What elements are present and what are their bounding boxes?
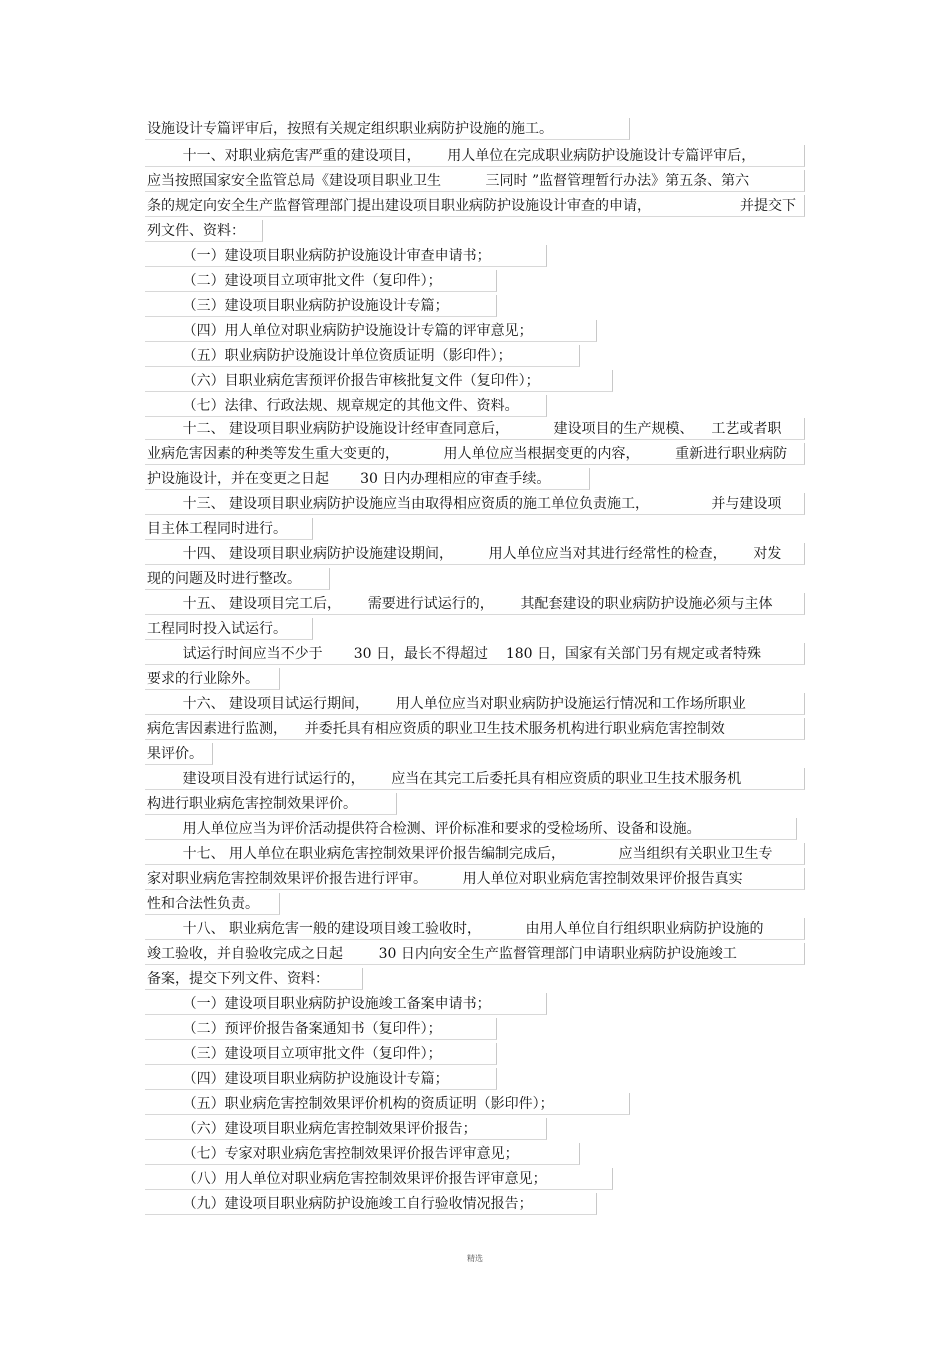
paragraph-line: 十七、 用人单位在职业病危害控制效果评价报告编制完成后， 应当组织有关职业卫生专 bbox=[145, 843, 805, 865]
paragraph-line: 十四、 建设项目职业病防护设施建设期间， 用人单位应当对其进行经常性的检查， 对发 bbox=[145, 543, 805, 565]
paragraph-line: （七）法律、行政法规、规章规定的其他文件、资料。 bbox=[145, 395, 547, 417]
paragraph-line: （四）建设项目职业病防护设施设计专篇； bbox=[145, 1068, 497, 1090]
paragraph-line: 十三、 建设项目职业病防护设施应当由取得相应资质的施工单位负责施工， 并与建设项 bbox=[145, 493, 805, 515]
paragraph-line: （一）建设项目职业病防护设施竣工备案申请书； bbox=[145, 993, 547, 1015]
paragraph-line: （六）建设项目职业病危害控制效果评价报告； bbox=[145, 1118, 547, 1140]
paragraph-line: 竣工验收，并自验收完成之日起 30 日内向安全生产监督管理部门申请职业病防护设施竣工 bbox=[145, 943, 805, 965]
paragraph-line: （三）建设项目立项审批文件（复印件）； bbox=[145, 1043, 497, 1065]
paragraph-line: 应当按照国家安全监管总局《建设项目职业卫生 三同时 ”监督管理暂行办法》第五条、第六 bbox=[145, 170, 805, 192]
paragraph-line: 家对职业病危害控制效果评价报告进行评审。 用人单位对职业病危害控制效果评价报告真实 bbox=[145, 868, 805, 890]
paragraph-line: 设施设计专篇评审后，按照有关规定组织职业病防护设施的施工。 bbox=[145, 118, 630, 140]
paragraph-line: 十二、 建设项目职业病防护设施设计经审查同意后， 建设项目的生产规模、 工艺或者职 bbox=[145, 418, 805, 440]
paragraph-line: 目主体工程同时进行。 bbox=[145, 518, 313, 540]
paragraph-line: 用人单位应当为评价活动提供符合检测、评价标准和要求的受检场所、设备和设施。 bbox=[145, 818, 797, 840]
paragraph-line: （一）建设项目职业病防护设施设计审查申请书； bbox=[145, 245, 547, 267]
paragraph-line: （五）职业病危害控制效果评价机构的资质证明（影印件）； bbox=[145, 1093, 630, 1115]
paragraph-line: 要求的行业除外。 bbox=[145, 668, 280, 690]
paragraph-line: 护设施设计，并在变更之日起 30 日内办理相应的审查手续。 bbox=[145, 468, 590, 490]
paragraph-line: 性和合法性负责。 bbox=[145, 893, 280, 915]
paragraph-line: 条的规定向安全生产监督管理部门提出建设项目职业病防护设施设计审查的申请， 并提交下 bbox=[145, 195, 805, 217]
paragraph-line: 十八、 职业病危害一般的建设项目竣工验收时， 由用人单位自行组织职业病防护设施的 bbox=[145, 918, 805, 940]
paragraph-line: 建设项目没有进行试运行的， 应当在其完工后委托具有相应资质的职业卫生技术服务机 bbox=[145, 768, 805, 790]
paragraph-line: 试运行时间应当不少于 30 日，最长不得超过 180 日，国家有关部门另有规定或者特殊 bbox=[145, 643, 805, 665]
paragraph-line: （八）用人单位对职业病危害控制效果评价报告评审意见； bbox=[145, 1168, 613, 1190]
paragraph-line: （三）建设项目职业病防护设施设计专篇； bbox=[145, 295, 497, 317]
paragraph-line: 十六、 建设项目试运行期间， 用人单位应当对职业病防护设施运行情况和工作场所职业 bbox=[145, 693, 805, 715]
paragraph-line: 工程同时投入试运行。 bbox=[145, 618, 313, 640]
paragraph-line: 现的问题及时进行整改。 bbox=[145, 568, 330, 590]
paragraph-line: （七）专家对职业病危害控制效果评价报告评审意见； bbox=[145, 1143, 580, 1165]
paragraph-line: （九）建设项目职业病防护设施竣工自行验收情况报告； bbox=[145, 1193, 597, 1215]
paragraph-line: （四）用人单位对职业病防护设施设计专篇的评审意见； bbox=[145, 320, 597, 342]
paragraph-line: 列文件、资料： bbox=[145, 220, 263, 242]
paragraph-line: （六）目职业病危害预评价报告审核批复文件（复印件）； bbox=[145, 370, 613, 392]
paragraph-line: （二）预评价报告备案通知书（复印件）； bbox=[145, 1018, 497, 1040]
paragraph-line: 果评价。 bbox=[145, 743, 213, 765]
paragraph-line: 十一、对职业病危害严重的建设项目， 用人单位在完成职业病防护设施设计专篇评审后， bbox=[145, 145, 805, 167]
page-footer: 精选 bbox=[467, 1254, 483, 1263]
paragraph-line: 业病危害因素的种类等发生重大变更的， 用人单位应当根据变更的内容， 重新进行职业病防 bbox=[145, 443, 805, 465]
paragraph-line: 病危害因素进行监测， 并委托具有相应资质的职业卫生技术服务机构进行职业病危害控制效 bbox=[145, 718, 805, 740]
paragraph-line: 十五、 建设项目完工后， 需要进行试运行的， 其配套建设的职业病防护设施必须与主体 bbox=[145, 593, 805, 615]
paragraph-line: （二）建设项目立项审批文件（复印件）； bbox=[145, 270, 497, 292]
paragraph-line: 构进行职业病危害控制效果评价。 bbox=[145, 793, 397, 815]
paragraph-line: （五）职业病防护设施设计单位资质证明（影印件）； bbox=[145, 345, 580, 367]
paragraph-line: 备案，提交下列文件、资料： bbox=[145, 968, 363, 990]
